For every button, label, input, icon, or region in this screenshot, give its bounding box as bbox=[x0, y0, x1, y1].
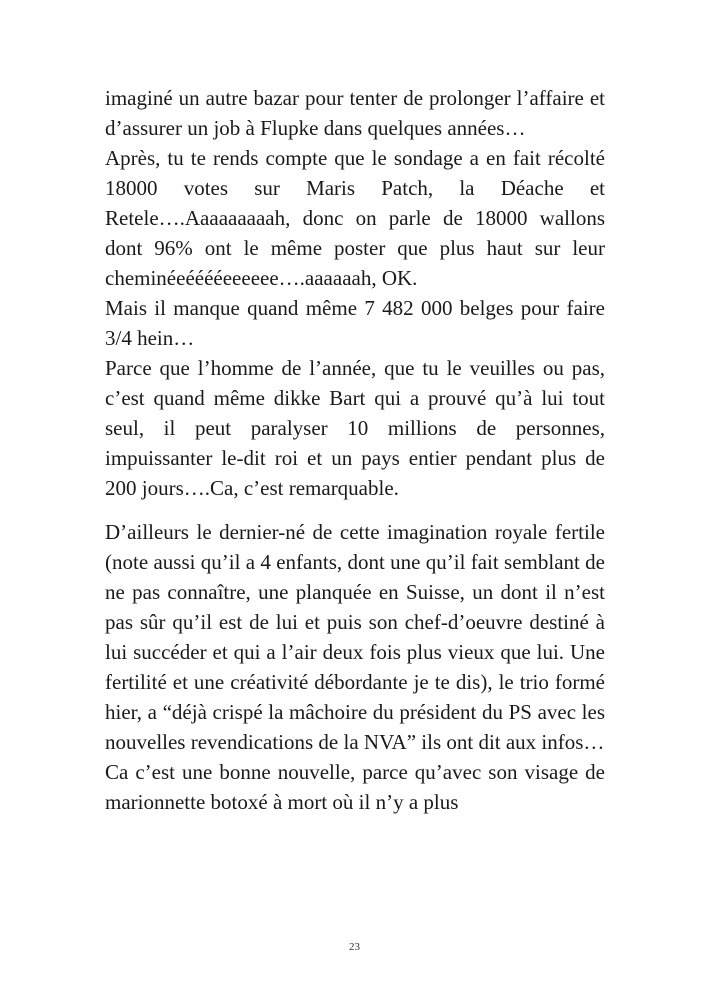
paragraph-2: Après, tu te rends compte que le sondage a en fait récolté 18000 votes sur Maris Patch, la Déache et Retele….Aaaaaaaaah, donc on parle de 18000 wallons dont 96% ont le même poster que plus haut sur leur cheminéeééééeeeeee….aaaaaah, OK. bbox=[105, 146, 605, 290]
paragraph-6: Ca c’est une bonne nouvelle, parce qu’avec son visage de marionnette botoxé à mort où il n’y a plus bbox=[105, 760, 605, 814]
paragraph-3: Mais il manque quand même 7 482 000 belges pour faire 3/4 hein… bbox=[105, 296, 605, 350]
paragraph-1: imaginé un autre bazar pour tenter de prolonger l’affaire et d’assurer un job à Flupke dans quelques années… bbox=[105, 86, 605, 140]
page-number: 23 bbox=[349, 941, 360, 953]
body-text bbox=[105, 83, 605, 817]
paragraph-4: Parce que l’homme de l’année, que tu le veuilles ou pas, c’est quand même dikke Bart qui a prouvé qu’à lui tout seul, il peut paralyser 10 millions de personnes, impuissanter le-dit roi et un pays entier pendant plus de 200 jours….Ca, c’est remarquable. bbox=[105, 356, 605, 500]
paragraph-5: D’ailleurs le dernier-né de cette imagination royale fertile (note aussi qu’il a 4 enfants, dont une qu’il fait semblant de ne pas connaître, une planquée en Suisse, un dont il n’est pas sûr qu’il est de lui et puis son chef-d’oeuvre destiné à lui succéder et qui a l’air deux fois plus vieux que lui. Une fertilité et une créativité débordante je te dis), le trio formé hier, a “déjà crispé la mâchoire du président du PS avec les nouvelles revendications de la NVA” ils ont dit aux infos… bbox=[105, 520, 605, 754]
